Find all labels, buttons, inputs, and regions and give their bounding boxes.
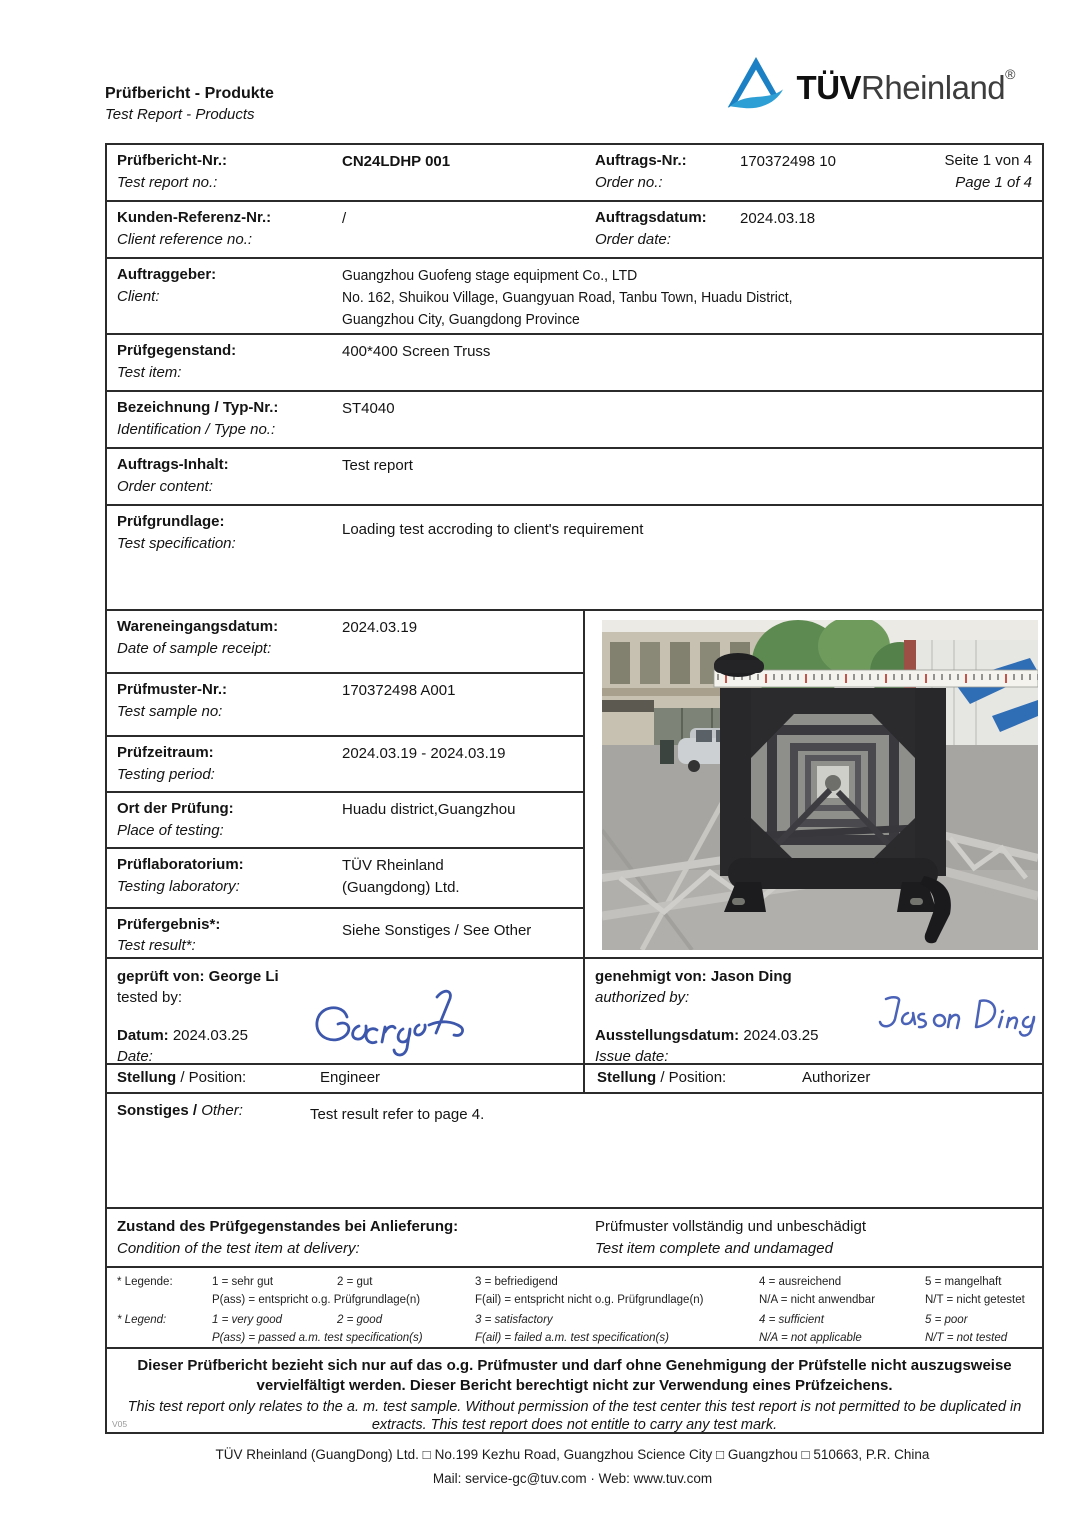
disclaimer-en: This test report only relates to the a. m. test sample. Without permission of the test center this test report is not permitted to be duplicated in extracts. This test report does not entitle to carry any test mark.	[127, 1398, 1022, 1434]
tested-position-label-rest: / Position:	[176, 1069, 247, 1086]
row-testing-period	[107, 737, 583, 793]
row-receipt-date	[107, 611, 583, 674]
row-sample-no	[107, 674, 583, 737]
page-info-de: Seite 1 von 4	[944, 152, 1032, 169]
order-no-label	[585, 145, 740, 200]
legend-en-na: N/A = not applicable	[759, 1332, 862, 1344]
place-label	[107, 793, 342, 847]
row-details-photo	[107, 611, 1042, 959]
sample-no-label-en: Test sample no:	[117, 702, 223, 720]
condition-label-de: Zustand des Prüfgegenstandes bei Anlieferung:	[117, 1218, 459, 1235]
testing-period-value: 2024.03.19 - 2024.03.19	[342, 745, 506, 763]
sample-photo	[602, 937, 1038, 954]
client-label-de: Auftraggeber:	[117, 266, 217, 283]
page-title-en: Test Report - Products	[105, 105, 255, 123]
jason-ding-signature	[868, 991, 1036, 1051]
legend-label-en: * Legend:	[117, 1314, 167, 1326]
disclaimer	[107, 1349, 1042, 1432]
page-info-en: Page 1 of 4	[955, 173, 1032, 191]
client-label-en: Client:	[117, 287, 160, 305]
row-result	[107, 909, 583, 958]
receipt-date-label	[107, 611, 342, 672]
laboratory-value	[342, 849, 460, 906]
tested-date-value: 2024.03.25	[172, 1027, 248, 1044]
details-column	[107, 611, 585, 957]
receipt-date-label-en: Date of sample receipt:	[117, 639, 272, 657]
disclaimer-de: Dieser Prüfbericht bezieht sich nur auf das o.g. Prüfmuster und darf ohne Genehmigung der Prüfstelle nicht auszugsweise vervielfältigt werden. Dieser Bericht berechtigt nicht zur Verwendung eines Prüfzeichens.	[137, 1357, 1012, 1395]
testing-period-label	[107, 737, 342, 791]
identification-label-de: Bezeichnung / Typ-Nr.:	[117, 399, 279, 416]
order-content-label-de: Auftrags-Inhalt:	[117, 456, 229, 473]
registered-mark: ®	[1005, 66, 1015, 82]
order-date-label-de: Auftragsdatum:	[595, 209, 707, 226]
place-label-de: Ort der Prüfung:	[117, 800, 234, 818]
row-client-ref	[107, 202, 1042, 259]
order-date-label	[585, 202, 740, 257]
tested-by-cell	[107, 959, 585, 1063]
brand-tuv: TÜV	[796, 69, 862, 106]
place-label-en: Place of testing:	[117, 822, 224, 839]
authorized-by-cell	[585, 959, 1042, 1063]
laboratory-value-2: (Guangdong) Ltd.	[342, 879, 460, 897]
page-title-de: Prüfbericht - Produkte	[105, 85, 274, 102]
test-item-label-en: Test item:	[117, 363, 182, 381]
legend-en-4: 4 = sufficient	[759, 1314, 824, 1326]
sample-no-value: 170372498 A001	[342, 682, 456, 700]
order-date-value: 2024.03.18	[740, 210, 816, 227]
client-ref-label-de: Kunden-Referenz-Nr.:	[117, 209, 272, 226]
row-place	[107, 793, 583, 849]
legend-de-na: N/A = nicht anwendbar	[759, 1294, 876, 1306]
authorized-by-title: genehmigt von: Jason Ding	[595, 968, 792, 985]
result-label	[107, 909, 342, 958]
authorized-date-sub: Issue date:	[595, 1048, 669, 1065]
row-client	[107, 259, 1042, 335]
legend-en-fail: F(ail) = failed a.m. test specification(s)	[475, 1332, 669, 1344]
client-ref-label-en: Client reference no.:	[117, 230, 253, 248]
identification-label-en: Identification / Type no.:	[117, 420, 276, 438]
other-label	[107, 1094, 310, 1207]
condition-value-en: Test item complete and undamaged	[595, 1239, 833, 1257]
authorized-position	[585, 1065, 1042, 1092]
report-table	[105, 143, 1044, 1434]
legend-de-nt: N/T = nicht getestet	[925, 1294, 1025, 1306]
test-spec-label-en: Test specification:	[117, 534, 236, 552]
condition-value-de: Prüfmuster vollständig und unbeschädigt	[595, 1218, 866, 1235]
legend-de-3: 3 = befriedigend	[475, 1276, 558, 1288]
authorized-by-subtitle: authorized by:	[595, 989, 690, 1006]
client-label	[107, 259, 342, 333]
condition-label-en: Condition of the test item at delivery:	[117, 1239, 360, 1257]
row-legend	[107, 1268, 1042, 1349]
report-no-value: CN24LDHP 001	[342, 153, 451, 170]
legend-en-pass: P(ass) = passed a.m. test specification(s)	[212, 1332, 423, 1344]
client-ref-value: /	[342, 210, 347, 227]
row-condition	[107, 1209, 1042, 1268]
result-label-en: Test result*:	[117, 937, 196, 955]
version-tag: V05	[112, 1419, 128, 1429]
place-value: Huadu district,Guangzhou	[342, 801, 516, 819]
legend-de-pass: P(ass) = entspricht o.g. Prüfgrundlage(n)	[212, 1294, 421, 1306]
legend-en-1: 1 = very good	[212, 1314, 283, 1326]
report-no-label-de: Prüfbericht-Nr.:	[117, 152, 228, 169]
legend-de-2: 2 = gut	[337, 1276, 373, 1288]
receipt-date-label-de: Wareneingangsdatum:	[117, 618, 279, 635]
order-content-value: Test report	[342, 457, 413, 474]
tested-position	[107, 1065, 585, 1092]
test-spec-value: Loading test accroding to client's requirement	[342, 521, 644, 538]
testing-period-label-en: Testing period:	[117, 765, 215, 783]
tuv-rheinland-logo	[725, 54, 1015, 119]
test-spec-label	[107, 506, 342, 609]
legend-en-nt: N/T = not tested	[925, 1332, 1008, 1344]
report-no-label-en: Test report no.:	[117, 173, 218, 191]
order-no-value: 170372498 10	[740, 153, 836, 170]
identification-value: ST4040	[342, 400, 395, 417]
row-test-item	[107, 335, 1042, 392]
page-title	[105, 84, 274, 124]
tested-position-label-bold: Stellung	[117, 1069, 177, 1086]
legend-en-2: 2 = good	[337, 1314, 383, 1326]
authorized-position-label-bold: Stellung	[597, 1069, 657, 1086]
row-laboratory	[107, 849, 583, 908]
authorized-date-value: 2024.03.25	[743, 1027, 819, 1044]
testing-period-label-de: Prüfzeitraum:	[117, 744, 214, 762]
legend-en-3: 3 = satisfactory	[475, 1314, 553, 1326]
tested-position-value: Engineer	[320, 1069, 381, 1086]
other-value: Test result refer to page 4.	[310, 1106, 485, 1123]
laboratory-label-en: Testing laboratory:	[117, 878, 240, 896]
client-address-2: Guangzhou City, Guangdong Province	[342, 310, 580, 328]
row-identification	[107, 392, 1042, 449]
row-disclaimer	[107, 1349, 1042, 1432]
identification-label	[107, 392, 342, 447]
receipt-date-value: 2024.03.19	[342, 619, 418, 636]
tested-date-sub: Date:	[117, 1048, 153, 1065]
legend-de-1: 1 = sehr gut	[212, 1276, 274, 1288]
footer-address: TÜV Rheinland (GuangDong) Ltd. □ No.199 Kezhu Road, Guangzhou Science City □ Guangzhou □ 510663, P.R. China	[215, 1447, 930, 1462]
row-position	[107, 1065, 1042, 1094]
legend-de-4: 4 = ausreichend	[759, 1276, 842, 1288]
tuv-triangle-icon	[725, 54, 787, 119]
order-no-label-en: Order no.:	[595, 173, 663, 191]
brand-rheinland: Rheinland	[861, 69, 1006, 106]
order-no-label-de: Auftrags-Nr.:	[595, 152, 687, 169]
row-signatures	[107, 959, 1042, 1065]
sample-no-label-de: Prüfmuster-Nr.:	[117, 681, 228, 699]
test-spec-label-de: Prüfgrundlage:	[117, 513, 225, 530]
laboratory-value-1: TÜV Rheinland	[342, 857, 444, 875]
condition-value	[585, 1209, 1042, 1266]
tested-by-title: geprüft von: George Li	[117, 968, 279, 985]
laboratory-label	[107, 849, 342, 906]
legend-label-de: * Legende:	[117, 1276, 173, 1288]
result-label-de: Prüfergebnis*:	[117, 915, 221, 933]
row-other	[107, 1094, 1042, 1209]
sample-photo-cell	[585, 611, 1042, 957]
order-content-label	[107, 449, 342, 504]
legend-en-5: 5 = poor	[925, 1314, 968, 1326]
authorized-date-label: Ausstellungsdatum:	[595, 1027, 740, 1044]
tested-by-subtitle: tested by:	[117, 989, 183, 1006]
order-content-label-en: Order content:	[117, 477, 213, 495]
row-report-no	[107, 145, 1042, 202]
sample-no-label	[107, 674, 342, 735]
report-no-label	[107, 145, 342, 200]
client-address-1: No. 162, Shuikou Village, Guangyuan Road, Tanbu Town, Huadu District,	[342, 288, 793, 306]
brand-wordmark	[797, 66, 1015, 107]
other-label-bold: Sonstiges /	[117, 1102, 202, 1119]
george-li-signature	[307, 985, 477, 1062]
authorized-position-value: Authorizer	[802, 1069, 871, 1086]
footer-contact: Mail: service-gc@tuv.com · Web: www.tuv.com	[432, 1470, 713, 1486]
footer	[75, 1443, 1070, 1490]
page-info	[930, 145, 1042, 200]
order-date-label-en: Order date:	[595, 230, 671, 248]
authorized-position-label-rest: / Position:	[656, 1069, 727, 1086]
test-item-label-de: Prüfgegenstand:	[117, 342, 237, 359]
result-value: Siehe Sonstiges / See Other	[342, 921, 532, 939]
client-value	[342, 259, 826, 333]
laboratory-label-de: Prüflaboratorium:	[117, 856, 244, 874]
legend-de-fail: F(ail) = entspricht nicht o.g. Prüfgrundlage(n)	[475, 1294, 704, 1306]
other-label-italic: Other:	[201, 1102, 243, 1119]
client-ref-label	[107, 202, 342, 257]
client-name: Guangzhou Guofeng stage equipment Co., LTD	[342, 267, 638, 284]
test-item-label	[107, 335, 342, 390]
condition-label	[107, 1209, 585, 1266]
legend-de-5: 5 = mangelhaft	[925, 1276, 1002, 1288]
row-test-spec	[107, 506, 1042, 611]
row-order-content	[107, 449, 1042, 506]
test-item-value: 400*400 Screen Truss	[342, 343, 491, 360]
tested-date-label: Datum:	[117, 1027, 169, 1044]
